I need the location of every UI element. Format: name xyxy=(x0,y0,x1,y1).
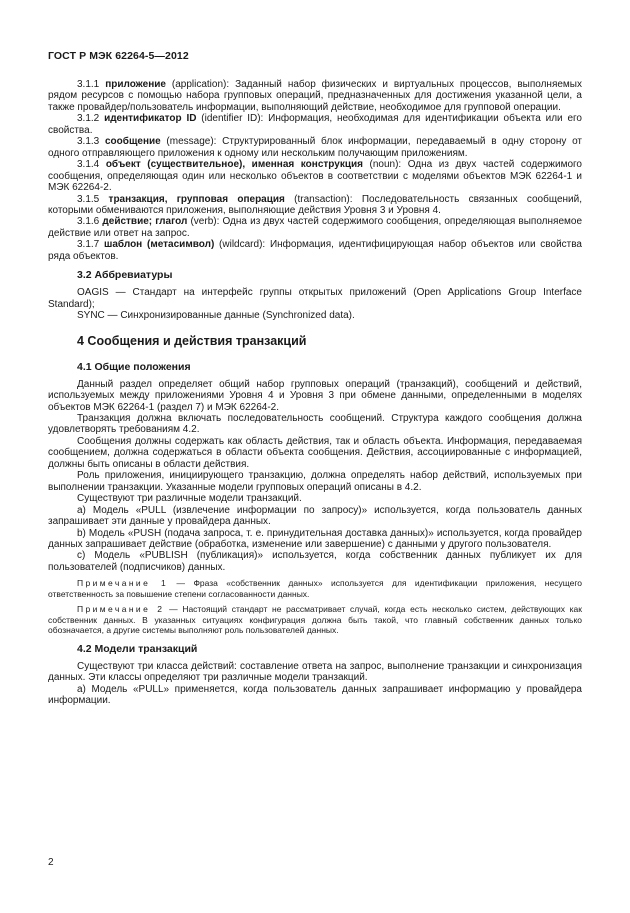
section-4-2-title: 4.2 Модели транзакций xyxy=(77,642,198,655)
definition-3-1-4: 3.1.4 объект (существительное), именная конструкция (noun): Одна из двух частей содержимого сообщения, определяющая один или несколько объектов в соответствии с моделями объектов МЭК 62264-1 и МЭК 62264-2. xyxy=(48,159,582,194)
definition-3-1-5: 3.1.5 транзакция, групповая операция (transaction): Последовательность связанных сообщений, которыми обмениваются приложения, выполняющие действия Уровня 3 и Уровня 4. xyxy=(48,193,582,216)
section-4-title: 4 Сообщения и действия транзакций xyxy=(77,333,307,348)
definition-3-1-2: 3.1.2 идентификатор ID (identifier ID): Информация, необходимая для идентификации объекта или его свойства. xyxy=(48,113,582,136)
list-item-pull-model: а) Модель «PULL» применяется, когда пользователь данных запрашивает информацию у провайдера информации. xyxy=(48,683,582,707)
list-item-push: b) Модель «PUSH (подача запроса, т. е. принудительная доставка данных)» используется, когда провайдер данных запрашивает действие (обработка, изменение или завершение) с данными у другого пользователя. xyxy=(48,527,582,550)
note-label: Примечание 2 xyxy=(77,604,165,615)
paragraph: Роль приложения, инициирующего транзакцию, должна определять набор действий, используемых при выполнении транзакции. Указанные модели групповых операций описаны в 4.2. xyxy=(48,470,582,493)
paragraph: Транзакция должна включать последовательность сообщений. Структура каждого сообщения должна удовлетворять требованиям 4.2. xyxy=(48,412,582,436)
abbreviation-sync: SYNC — Синхронизированные данные (Synchronized data). xyxy=(77,310,355,322)
list-item-publish: c) Модель «PUBLISH (публикация)» используется, когда собственник данных публикует их для пользователей (подписчиков) данных. xyxy=(48,550,582,573)
definition-3-1-6: 3.1.6 действие; глагол (verb): Одна из двух частей содержимого сообщения, определяющая выполняемое действие или ответ на запрос. xyxy=(48,216,583,239)
definition-3-1-7: 3.1.7 шаблон (метасимвол) (wildcard): Информация, идентифицирующая набор объектов или свойства ряда объектов. xyxy=(48,239,582,262)
document-header: ГОСТ Р МЭК 62264-5—2012 xyxy=(48,50,189,62)
section-3-2-title: 3.2 Аббревиатуры xyxy=(77,269,173,282)
section-4-1-title: 4.1 Общие положения xyxy=(77,360,191,373)
list-item-pull: а) Модель «PULL (извлечение информации по запросу)» используется, когда пользователь данных запрашивает эти данные у провайдера данных. xyxy=(48,504,582,528)
definition-3-1-3: 3.1.3 сообщение (message): Структурированный блок информации, передаваемый в одну сторону от одного отправляющего приложения к одному или нескольким получающим приложениям. xyxy=(48,136,583,159)
abbreviation-oagis: OAGIS — Стандарт на интерфейс группы открытых приложений (Open Applications Group Interface Standard); xyxy=(48,287,582,310)
definitions-section xyxy=(48,79,582,262)
note-2: Примечание 2 — Настоящий стандарт не рассматривает случай, когда есть несколько систем, действующих как собственник данных. В указанных ситуациях конфигурация должна быть такой, что главный собственник данных только обозначается, а другие системы выполняют роль пользователей данных. xyxy=(48,604,582,636)
page-content xyxy=(48,79,582,707)
paragraph: Существуют три класса действий: составление ответа на запрос, выполнение транзакции и синхронизация данных. Эти классы определяют три различные модели транзакций. xyxy=(48,660,582,684)
definition-3-1-1: 3.1.1 приложение (application): Заданный набор физических и виртуальных процессов, выполняемых рядом ресурсов с помощью набора групповых операций, предназначенных для достижения указанной цели, а также провайдер/пользователь информации, выполняющий действие, необходимое для групповой операции. xyxy=(48,79,582,113)
page-number: 2 xyxy=(48,857,54,868)
note-1: Примечание 1 — Фраза «собственник данных» используется для идентификации приложения, несущего ответственность за повышение степени согласованности данных. xyxy=(48,578,582,599)
paragraph: Данный раздел определяет общий набор групповых операций (транзакций), сообщений и действий, используемых между приложениями Уровня 4 и Уровня 3 при обмене данными, определенными в моделях объектов МЭК 62264-1 (раздел 7) и МЭК 62264-2. xyxy=(48,378,582,413)
paragraph: Существуют три различные модели транзакций. xyxy=(77,493,302,505)
paragraph: Сообщения должны содержать как область действия, так и область объекта. Информация, передаваемая сообщением, должна содержаться в области объекта сообщения. Действия, ассоциированные с информацией, должны быть описаны в области действия. xyxy=(48,435,582,470)
note-label: Примечание 1 xyxy=(77,578,169,589)
